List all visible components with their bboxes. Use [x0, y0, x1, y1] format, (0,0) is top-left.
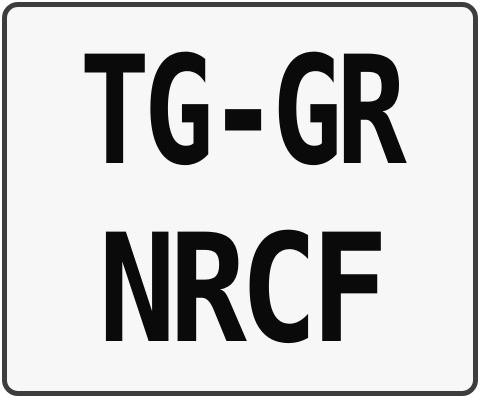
license-plate	[2, 2, 478, 396]
plate-line-1: TG-GR	[79, 25, 401, 199]
plate-line-2: NRCF	[98, 203, 382, 377]
